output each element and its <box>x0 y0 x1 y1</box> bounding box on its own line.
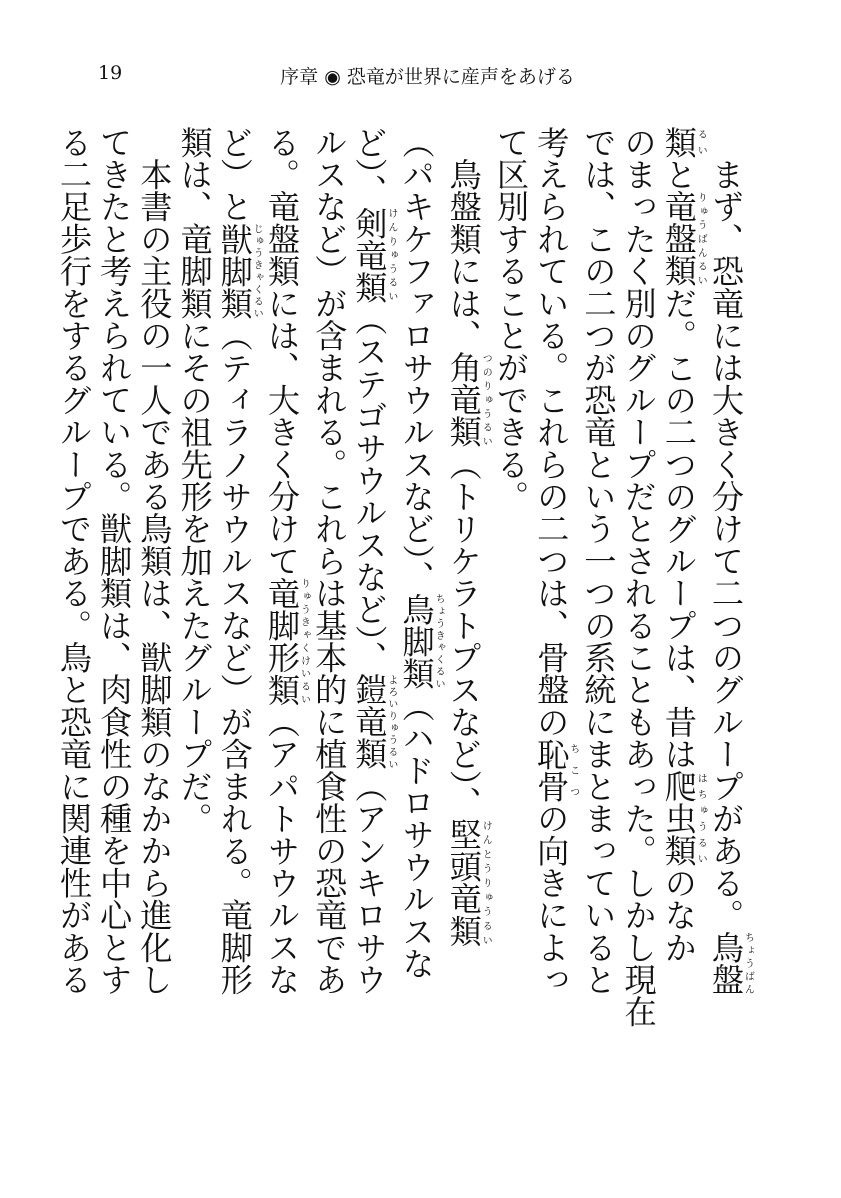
ruby-reading: じゅうきゃくるい <box>251 222 263 320</box>
page-number: 19 <box>98 62 123 84</box>
text-line <box>706 126 754 996</box>
text-segment: （ティラノサウルスなど）が含まれる。竜脚形 <box>215 319 254 996</box>
text-segment: ど）と <box>215 126 254 223</box>
text-segment: てきたと考えられている。獣脚類は、肉食性の種を中心とす <box>95 126 134 996</box>
ruby-reading: よろいりゅうるい <box>385 673 397 771</box>
ruby-base: 恥骨 <box>532 737 571 803</box>
text-segment: ど）、 <box>350 126 389 207</box>
ruby-term <box>532 737 579 803</box>
ruby-base: 爬虫類 <box>659 770 698 867</box>
ruby-reading: はちゅうるい <box>695 770 707 867</box>
ruby-term <box>397 592 445 690</box>
text-line <box>531 126 579 996</box>
text-segment: （トリケラトプスなど）、 <box>444 448 483 819</box>
text-line <box>349 126 397 996</box>
ruby-base: 鳥盤 <box>707 931 745 996</box>
text-line <box>134 126 174 996</box>
ruby-base: 鳥脚類 <box>397 592 436 690</box>
ruby-base: 堅頭竜類 <box>444 818 483 948</box>
ruby-term <box>707 931 754 996</box>
ruby-term <box>350 673 397 771</box>
text-line <box>94 126 134 996</box>
ruby-reading: ちょうばん <box>742 931 754 996</box>
text-line <box>396 126 445 980</box>
ruby-term <box>659 126 707 159</box>
text-segment: て区別することができる。 <box>491 126 530 513</box>
ruby-term <box>350 206 397 304</box>
text-segment: （ステゴサウルスなど）、 <box>350 303 389 674</box>
text-line <box>659 126 707 964</box>
text-segment: のなか <box>659 866 698 964</box>
ruby-term <box>444 351 492 449</box>
text-segment: だ。この二つのグループは、昔は <box>659 287 698 771</box>
text-segment: （ハドロサウルスな <box>397 689 436 980</box>
ruby-reading: るい <box>695 126 707 159</box>
text-line <box>54 126 94 996</box>
ruby-reading: けんりゅうるい <box>385 206 397 304</box>
running-header: 序章 ◉ 恐竜が世界に産声をあげる <box>280 66 575 88</box>
ruby-base: 剣竜類 <box>350 206 389 304</box>
ruby-reading: つのりゅうるい <box>480 351 492 448</box>
text-segment: では、この二つが恐竜という一つの系統にまとまっていると <box>579 126 618 996</box>
ruby-reading: りゅうばんるい <box>695 190 707 287</box>
text-line <box>491 126 531 826</box>
text-segment: まず、恐竜には大きく分けて二つのグループがある。 <box>707 126 745 931</box>
text-segment: と <box>659 158 698 191</box>
text-segment: のまったく別のグループだとされることもあった。しかし現在 <box>619 126 658 1028</box>
body-text <box>54 126 754 1028</box>
ruby-term <box>444 818 492 948</box>
ruby-reading: ちこつ <box>567 737 579 803</box>
text-segment: ルスなど）が含まれる。これらは基本的に植食性の恐竜であ <box>310 126 349 996</box>
text-segment: 鳥盤類には、 <box>444 126 483 352</box>
text-segment: （アパトサウルスな <box>262 705 301 996</box>
ruby-term <box>215 222 263 320</box>
ruby-reading: りゅうきゃくけいるい <box>298 576 310 706</box>
ruby-reading: ちょうきゃくるい <box>433 592 445 690</box>
text-line <box>444 126 492 948</box>
ruby-reading: けんとうりゅうるい <box>480 818 492 948</box>
text-segment: る二足歩行をするグループである。鳥と恐竜に関連性がある <box>54 126 93 996</box>
ruby-term <box>262 576 310 706</box>
text-line <box>578 126 618 996</box>
text-segment: （パキケファロサウルスなど）、 <box>397 126 436 593</box>
text-segment: （アンキロサウ <box>350 770 389 996</box>
ruby-base: 竜盤類 <box>659 190 698 288</box>
ruby-base: 鎧竜類 <box>350 673 389 771</box>
text-line <box>618 126 658 1028</box>
text-line <box>262 126 310 996</box>
text-segment: 類は、竜脚類にその祖先形を加えたグループだ。 <box>175 126 214 835</box>
ruby-base: 竜脚形類 <box>262 576 301 706</box>
ruby-term <box>659 770 707 867</box>
ruby-base: 獣脚類 <box>215 222 254 320</box>
text-segment: 本書の主役の一人である鳥類は、獣脚類のなかから進化し <box>135 126 174 996</box>
text-line <box>174 126 214 835</box>
ruby-base: 角竜類 <box>444 351 483 449</box>
ruby-base: 類 <box>659 126 698 159</box>
ruby-term <box>659 190 707 288</box>
text-segment: る。竜盤類には、大きく分けて <box>262 126 301 577</box>
text-line <box>215 126 263 996</box>
text-segment: 考えられている。これらの二つは、骨盤の <box>532 126 571 738</box>
text-line <box>309 126 349 996</box>
text-segment: の向きによっ <box>532 802 571 996</box>
